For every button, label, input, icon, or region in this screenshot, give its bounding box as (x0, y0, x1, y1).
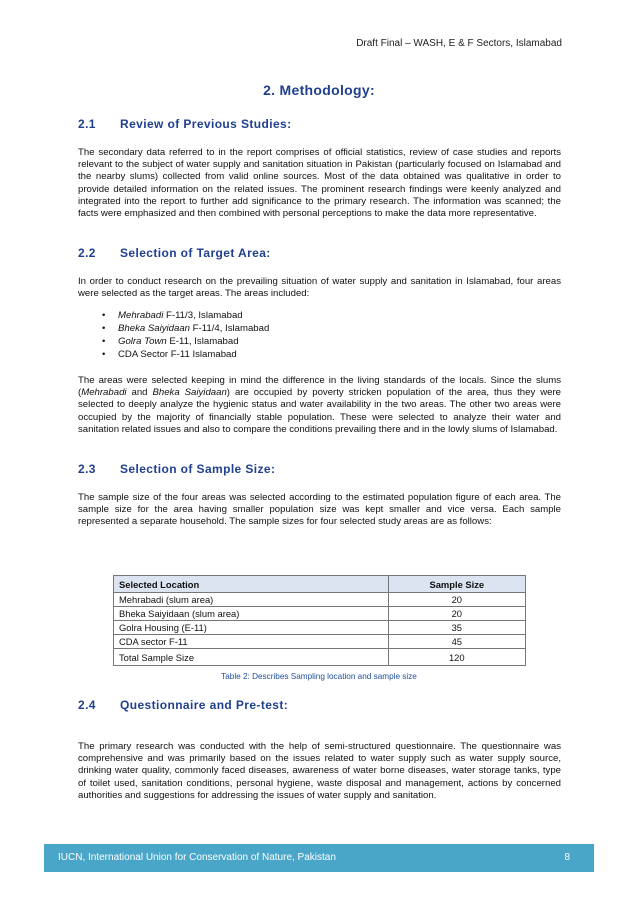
paragraph-questionnaire: The primary research was conducted with the help of semi-structured questionnaire. The questionnaire was comprehensive and was primarily based on the issues related to water supply such as water supply source, drinking water quality, commonly faced diseases, awareness of water borne diseases, water storage tanks, type of toilet used, sanitation conditions, personal hygiene, waste disposal and management, actions by concerned authorities and suggestions for addressing the issues of water supply and sanitation. (78, 741, 561, 801)
area-location: CDA Sector F-11 Islamabad (118, 349, 237, 360)
page-number: 8 (564, 852, 570, 863)
text-run: Bheka Saiyidaan (152, 387, 227, 399)
footer-text: IUCN, International Union for Conservation of Nature, Pakistan (58, 852, 336, 863)
location-cell: Bheka Saiyidaan (slum area) (114, 607, 389, 621)
column-header-sample-size: Sample Size (388, 576, 525, 593)
table-caption: Table 2: Describes Sampling location and sample size (221, 672, 417, 681)
text-run: ) are occupied by poverty stricken population of the area, thus they were selected to deeply analyze the hygienic status and water availability in the two areas. The other two areas were occupied by the majority of financially stable population. These were selected to analyze their water and sanitation related issues and also to compare the conditions prevailing there and in the lowly slums of Islamabad. (78, 387, 561, 435)
location-cell: Total Sample Size (114, 649, 389, 666)
section-number: 2.1 (78, 117, 96, 131)
sample-size-cell: 20 (388, 593, 525, 607)
sample-size-cell: 20 (388, 607, 525, 621)
list-item (78, 322, 269, 335)
section-heading-2-2 (78, 246, 271, 260)
column-header-location: Selected Location (114, 576, 389, 593)
chapter-title: 2. Methodology: (263, 82, 375, 98)
table-total-row (114, 649, 526, 666)
section-number: 2.4 (78, 698, 96, 712)
section-title: Selection of Sample Size: (120, 462, 276, 476)
page-footer (44, 844, 594, 872)
sample-size-cell: 35 (388, 621, 525, 635)
section-heading-2-3 (78, 462, 275, 476)
paragraph-target-area: In order to conduct research on the prevailing situation of water supply and sanitation in Islamabad, four areas were selected as the target areas. The areas included: (78, 276, 561, 300)
paragraph-sample-size: The sample size of the four areas was selected according to the estimated population figure of each area. The sample size for the area having smaller population size was kept smaller and vice versa. Each sample represented a separate household. The sample sizes for four selected study areas are as follows: (78, 492, 561, 528)
sample-size-table (113, 575, 526, 666)
area-location: F-11/4, Islamabad (190, 323, 270, 334)
location-cell: Mehrabadi (slum area) (114, 593, 389, 607)
sample-size-cell: 45 (388, 635, 525, 649)
text-run: Mehrabadi (81, 387, 127, 399)
section-number: 2.3 (78, 462, 96, 476)
section-number: 2.2 (78, 246, 96, 260)
target-area-list (78, 309, 269, 361)
section-heading-2-1 (78, 117, 292, 131)
area-location: E-11, Islamabad (166, 336, 239, 347)
list-item (78, 309, 269, 322)
table-row (114, 635, 526, 649)
text-run: The areas were selected keeping in mind the difference in the living standards of the locals. Since the slums ( (78, 375, 561, 399)
list-item (78, 348, 269, 361)
table-header-row (114, 576, 526, 593)
text-run: and (126, 387, 153, 399)
area-name: Bheka Saiyidaan (118, 323, 191, 334)
list-item (78, 335, 269, 348)
section-heading-2-4 (78, 698, 288, 712)
table-row (114, 607, 526, 621)
running-header: Draft Final – WASH, E & F Sectors, Islamabad (356, 38, 562, 49)
paragraph-review: The secondary data referred to in the report comprises of official statistics, review of case studies and reports relevant to the subject of water supply and sanitation situation in Pakistan (particularly focused on Islamabad and the nearby slums) collected from valid online sources. Most of the data obtained was qualitative in order to provide detailed information on the related issues. The prominent research findings were keenly analyzed and integrated into the report to further add significance to the primary research. The information was scanned; the facts were emphasized and then combined with personal perceptions to make the data more representative. (78, 147, 561, 220)
area-location: F-11/3, Islamabad (163, 310, 243, 321)
section-title: Questionnaire and Pre-test: (120, 698, 289, 712)
section-title: Selection of Target Area: (120, 246, 271, 260)
section-title: Review of Previous Studies: (120, 117, 292, 131)
table-row (114, 593, 526, 607)
sample-size-cell: 120 (388, 649, 525, 666)
location-cell: CDA sector F-11 (114, 635, 389, 649)
table-row (114, 621, 526, 635)
paragraph-area-selection (78, 375, 561, 436)
location-cell: Golra Housing (E-11) (114, 621, 389, 635)
area-name: Golra Town (118, 336, 167, 347)
area-name: Mehrabadi (118, 310, 164, 321)
